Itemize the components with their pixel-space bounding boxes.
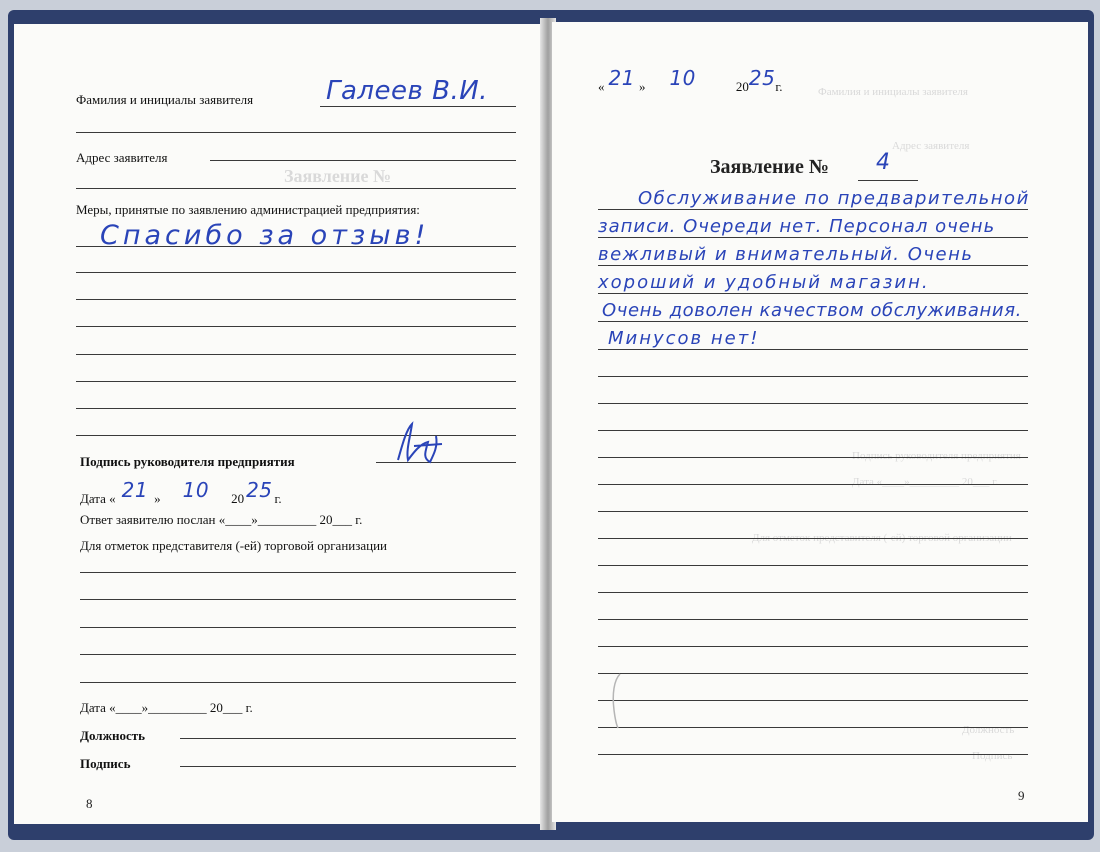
form-line [598,619,1028,620]
form-line [598,265,1028,266]
bottom-date-label: Дата «____»_________ 20___ г. [80,700,253,715]
date-label [80,478,282,508]
rep-marks-label: Для отметок представителя (-ей) торговой организации [80,538,388,553]
form-line [76,354,516,355]
bleed-through-rep: Для отметок представителя (-ей) торговой организации [752,532,1012,544]
form-line [598,592,1028,593]
bleed-through-address: Адрес заявителя [892,140,970,152]
bleed-through-sign: Подпись [972,750,1013,762]
form-line [76,408,516,409]
form-line [598,727,1028,728]
form-line [598,237,1028,238]
form-line [598,376,1028,377]
statement-text-line: вежливый и внимательный. Очень [598,244,974,265]
pencil-mark [608,670,628,730]
statement-text-line: Обслуживание по предварительной [638,188,1030,209]
date-year-prefix: 20 [231,491,245,506]
form-line [598,430,1028,431]
position-label: Должность [80,728,146,743]
signature-label: Подпись [80,756,131,771]
form-line [80,654,516,655]
form-line [80,599,516,600]
form-line [76,326,516,327]
form-line [80,682,516,683]
date-month-value: 10 [669,66,696,90]
page-number: 9 [1018,788,1025,803]
statement-text-line: хороший и удобный магазин. [598,272,930,293]
date-year-value: 25 [246,478,273,502]
bleed-through-position: Должность [962,724,1015,736]
bleed-through-title: Заявление № [284,166,392,186]
form-line [598,484,1028,485]
form-line [598,209,1028,210]
applicant-name-label: Фамилия и инициалы заявителя [76,92,254,107]
date-day-value: 21 [121,478,149,502]
date-close: » [638,79,646,94]
signature-line [180,766,516,767]
bleed-through-name: Фамилия и инициалы заявителя [818,86,968,98]
form-line [76,246,516,247]
statement-text-line: Очень доволен качеством обслуживания. [602,300,1022,321]
form-line [598,673,1028,674]
form-line [598,754,1028,755]
position-line [180,738,516,739]
form-line [598,511,1028,512]
applicant-name-value: Галеев В.И. [326,76,488,106]
form-line [598,403,1028,404]
statement-number: 4 [876,150,891,175]
date-end: г. [775,79,783,94]
form-line [76,188,516,189]
bleed-through-date: Дата «____»_________ 20___ г. [852,476,999,488]
form-line [598,565,1028,566]
page-number: 8 [86,796,93,811]
form-line [598,646,1028,647]
form-line [598,538,1028,539]
form-line [76,381,516,382]
left-page [14,24,543,824]
form-line [598,700,1028,701]
date-end: г. [274,491,282,506]
date-year-value: 25 [748,66,776,90]
statement-title: Заявление № [710,156,830,178]
manager-signature-label: Подпись руководителя предприятия [80,454,295,469]
bleed-through-signature: Подпись руководителя предприятия [852,450,1021,462]
date-month-value: 10 [182,478,210,502]
date-mid: » [154,491,161,506]
date-open: « [598,79,605,94]
form-line [598,293,1028,294]
applicant-name-line [320,106,516,107]
form-line [76,272,516,273]
measures-value: Спасибо за отзыв! [100,220,430,251]
date-year-prefix: 20 [735,79,749,94]
form-line [598,349,1028,350]
statement-number-line [858,180,918,181]
date-day-value: 21 [608,66,635,90]
form-line [76,132,516,133]
form-line [80,572,516,573]
form-line [76,299,516,300]
form-line [598,457,1028,458]
form-line [598,321,1028,322]
measures-label: Меры, принятые по заявлению администрацией предприятия: [76,202,420,217]
form-line [80,627,516,628]
statement-text-line: записи. Очереди нет. Персонал очень [598,216,996,237]
address-line [210,160,516,161]
statement-text-line: Минусов нет! [608,328,760,349]
date-open: Дата « [80,491,116,506]
manager-signature-mark [384,416,454,476]
reply-sent-label: Ответ заявителю послан «____»_________ 20___ г. [80,512,363,527]
address-label: Адрес заявителя [76,150,168,165]
right-page [552,22,1088,822]
statement-date [598,66,783,96]
